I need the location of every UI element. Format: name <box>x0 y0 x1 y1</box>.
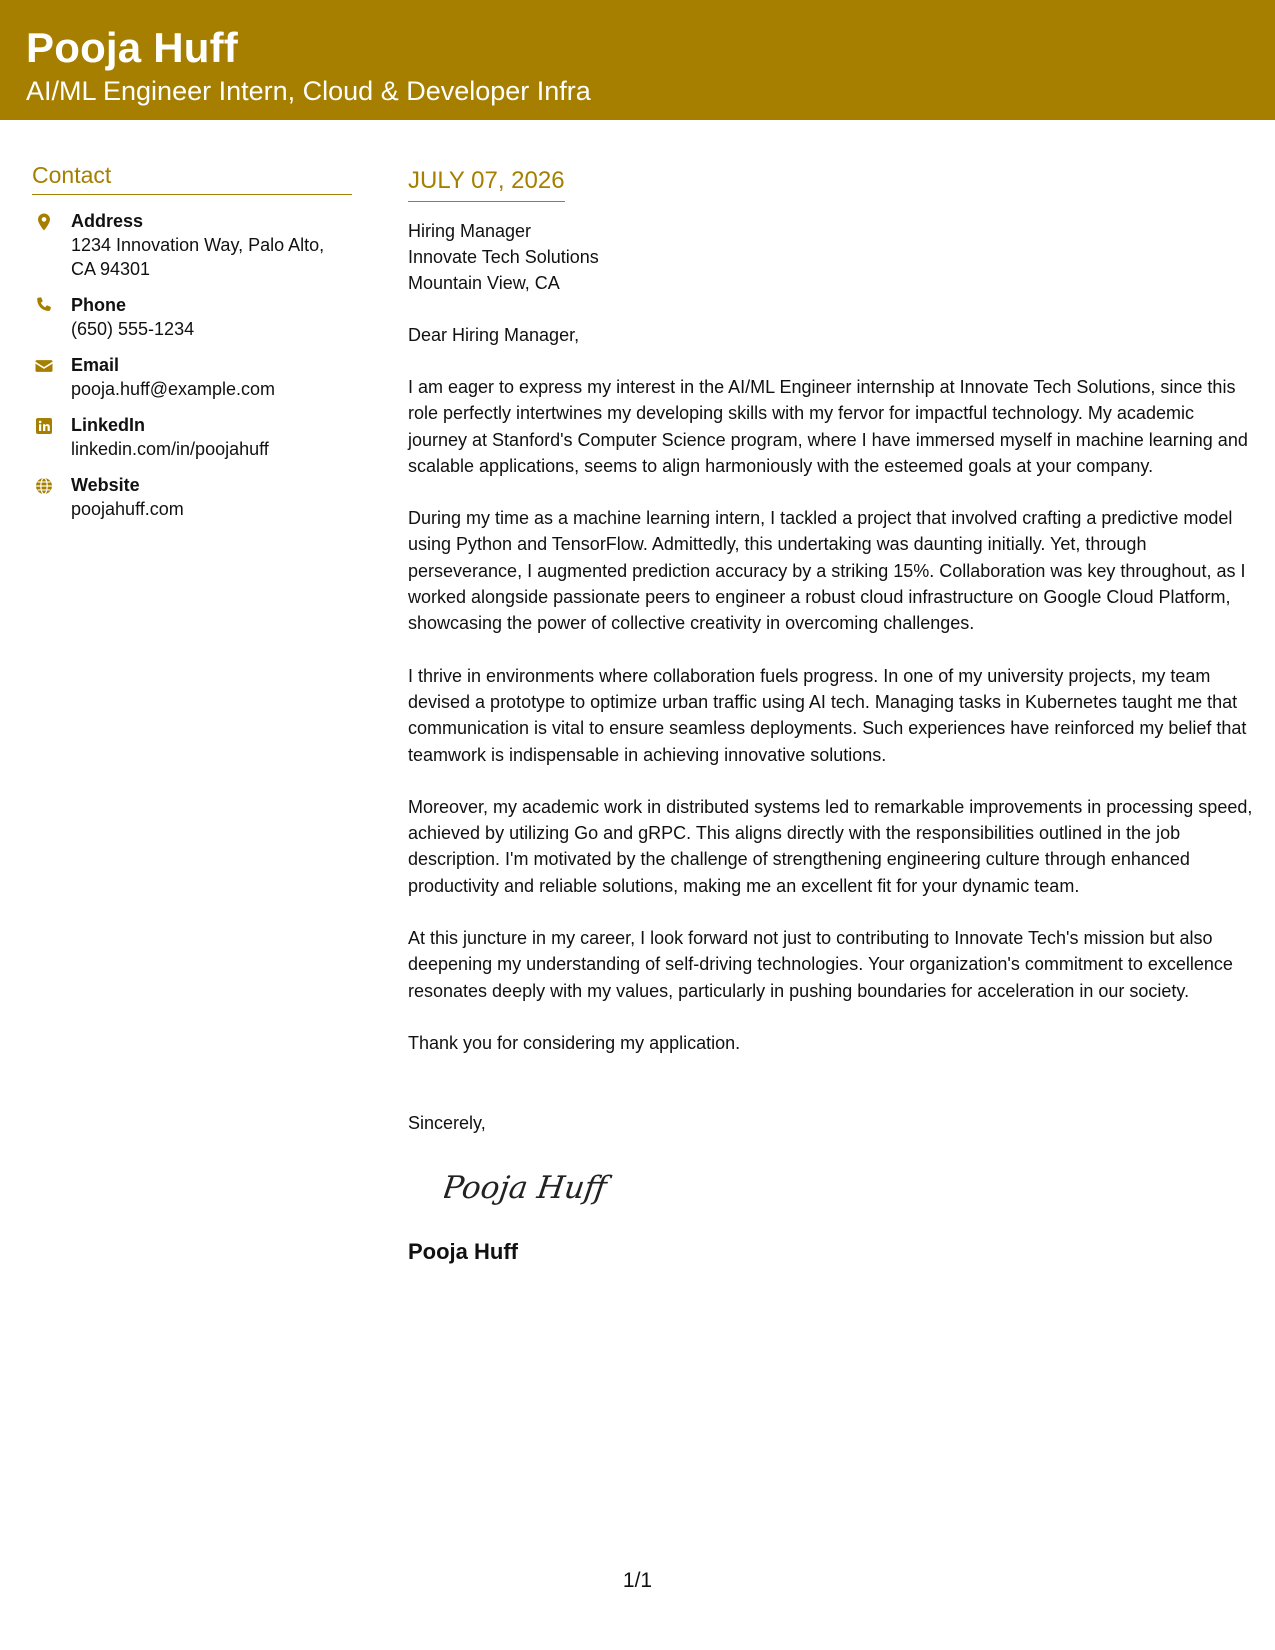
contact-email <box>32 353 352 401</box>
contact-sidebar <box>32 158 352 533</box>
handwritten-signature <box>444 1164 634 1212</box>
contact-label: Phone <box>71 295 127 315</box>
contact-list <box>32 209 352 521</box>
letter-paragraph: I am eager to express my interest in the AI/ML Engineer internship at Innovate Tech Solutions, since this role perfectly intertwines my developing skills with my fervor for impactful technology. My academic journey at Stanford's Computer Science program, where I have immersed myself in machine learning and scalable applications, seems to align harmoniously with the esteemed goals at your company. <box>408 377 1248 476</box>
letter-paragraph: Moreover, my academic work in distributed systems led to remarkable improvements in processing speed, achieved by utilizing Go and gRPC. This aligns directly with the responsibilities outlined in the job description. I'm motivated by the challenge of strengthening engineering culture through enhanced productivity and reliable solutions, making me an excellent fit for your dynamic team. <box>408 796 1253 896</box>
contact-value: poojahuff.com <box>71 499 184 519</box>
recipient-line: Mountain View, CA <box>408 273 560 293</box>
letter-paragraph: During my time as a machine learning intern, I tackled a project that involved crafting a predictive model using Python and TensorFlow. Admittedly, this undertaking was daunting initially. Yet, through perseverance, I augmented prediction accuracy by a striking 15%. Collaboration was key throughout, as I worked alongside passionate peers to engineer a robust cloud infrastructure on Google Cloud Platform, showcasing the power of collective creativity in overcoming challenges. <box>408 508 1246 634</box>
envelope-icon <box>34 356 54 376</box>
page-number: 1/1 <box>622 1569 653 1592</box>
contact-label: LinkedIn <box>71 415 146 435</box>
globe-icon <box>34 476 54 496</box>
contact-label: Email <box>71 355 120 375</box>
location-pin-icon <box>34 212 54 232</box>
closing: Sincerely, <box>408 1113 486 1134</box>
recipient-line: Hiring Manager <box>408 221 532 241</box>
salutation: Dear Hiring Manager, <box>408 325 580 345</box>
contact-value: pooja.huff@example.com <box>71 379 276 399</box>
contact-heading: Contact <box>32 158 352 195</box>
letter-paragraph: I thrive in environments where collaboration fuels progress. In one of my university projects, my team devised a prototype to optimize urban traffic using AI tech. Managing tasks in Kubernetes taught me that communication is vital to ensure seamless deployments. Such experiences have reinforced my belief that teamwork is indispensable in achieving innovative solutions. <box>408 665 1247 765</box>
letter-paragraph: Thank you for considering my application. <box>408 1032 741 1053</box>
applicant-role: AI/ML Engineer Intern, Cloud & Developer Infra <box>26 76 591 106</box>
contact-label: Address <box>71 211 144 231</box>
recipient-block <box>408 218 1253 296</box>
phone-icon <box>34 296 54 316</box>
applicant-name: Pooja Huff <box>26 24 238 71</box>
letter-date: JULY 07, 2026 <box>408 163 565 202</box>
contact-label: Website <box>71 475 140 495</box>
recipient-line: Innovate Tech Solutions <box>408 247 599 267</box>
contact-value: 1234 Innovation Way, Palo Alto, CA 94301 <box>71 235 325 279</box>
signer-name: Pooja Huff <box>408 1239 518 1265</box>
signature-text: Pooja Huff <box>444 1170 609 1207</box>
header-banner <box>0 0 1275 120</box>
contact-value: (650) 555-1234 <box>71 319 195 339</box>
linkedin-icon <box>34 416 54 436</box>
contact-value: linkedin.com/in/poojahuff <box>71 439 269 459</box>
contact-address <box>32 209 352 281</box>
contact-website <box>32 473 352 521</box>
contact-linkedin <box>32 413 352 461</box>
letter-paragraph: At this juncture in my career, I look forward not just to contributing to Innovate Tech's mission but also deepening my understanding of self-driving technologies. Your organization's commitment to excellence resonates deeply with my values, particularly in pushing boundaries for acceleration in our society. <box>408 928 1233 1001</box>
letter-body <box>408 163 1253 1267</box>
contact-phone <box>32 293 352 341</box>
